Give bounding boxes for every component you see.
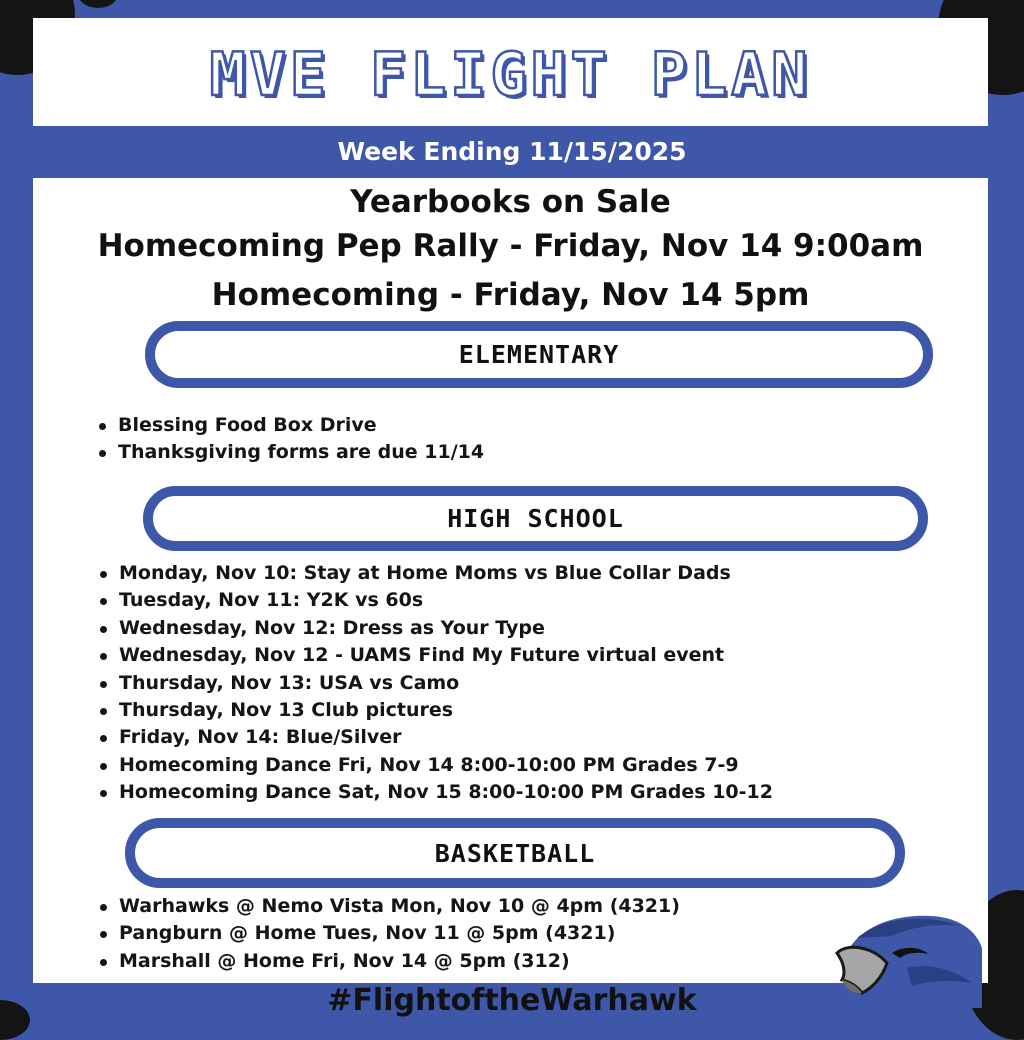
section-header-high-school xyxy=(143,486,928,551)
warhawk-mascot-icon xyxy=(832,908,982,1008)
list-item: Thursday, Nov 13 Club pictures xyxy=(97,697,773,724)
list-item: Warhawks @ Nemo Vista Mon, Nov 10 @ 4pm (4321) xyxy=(97,893,680,920)
week-ending-label: Week Ending 11/15/2025 xyxy=(337,137,687,166)
header-panel xyxy=(33,18,988,126)
content-panel xyxy=(33,178,988,983)
list-item: Friday, Nov 14: Blue/Silver xyxy=(97,724,773,751)
page-title: MVE FLIGHT PLAN xyxy=(209,40,812,110)
announcement-yearbooks: Yearbooks on Sale xyxy=(350,184,671,220)
corner-decoration-top-left-small xyxy=(78,0,118,8)
section-header-basketball xyxy=(125,818,905,888)
announcement-pep-rally: Homecoming Pep Rally - Friday, Nov 14 9:00am xyxy=(97,228,924,264)
basketball-list xyxy=(97,893,680,975)
section-title-high-school: HIGH SCHOOL xyxy=(447,504,624,533)
elementary-list xyxy=(96,412,484,467)
hashtag-footer: #FlightoftheWarhawk xyxy=(327,983,697,1018)
section-title-basketball: BASKETBALL xyxy=(434,838,596,868)
list-item: Tuesday, Nov 11: Y2K vs 60s xyxy=(97,587,773,614)
list-item: Thanksgiving forms are due 11/14 xyxy=(96,439,484,466)
list-item: Homecoming Dance Sat, Nov 15 8:00-10:00 PM Grades 10-12 xyxy=(97,779,773,806)
list-item: Blessing Food Box Drive xyxy=(96,412,484,439)
announcement-homecoming: Homecoming - Friday, Nov 14 5pm xyxy=(211,277,810,313)
list-item: Wednesday, Nov 12 - UAMS Find My Future virtual event xyxy=(97,642,773,669)
list-item: Marshall @ Home Fri, Nov 14 @ 5pm (312) xyxy=(97,948,680,975)
list-item: Homecoming Dance Fri, Nov 14 8:00-10:00 PM Grades 7-9 xyxy=(97,752,773,779)
list-item: Monday, Nov 10: Stay at Home Moms vs Blue Collar Dads xyxy=(97,560,773,587)
high-school-list xyxy=(97,560,773,807)
section-header-elementary xyxy=(145,321,933,388)
list-item: Wednesday, Nov 12: Dress as Your Type xyxy=(97,615,773,642)
list-item: Thursday, Nov 13: USA vs Camo xyxy=(97,670,773,697)
list-item: Pangburn @ Home Tues, Nov 11 @ 5pm (4321) xyxy=(97,920,680,947)
section-title-elementary: ELEMENTARY xyxy=(458,340,620,369)
